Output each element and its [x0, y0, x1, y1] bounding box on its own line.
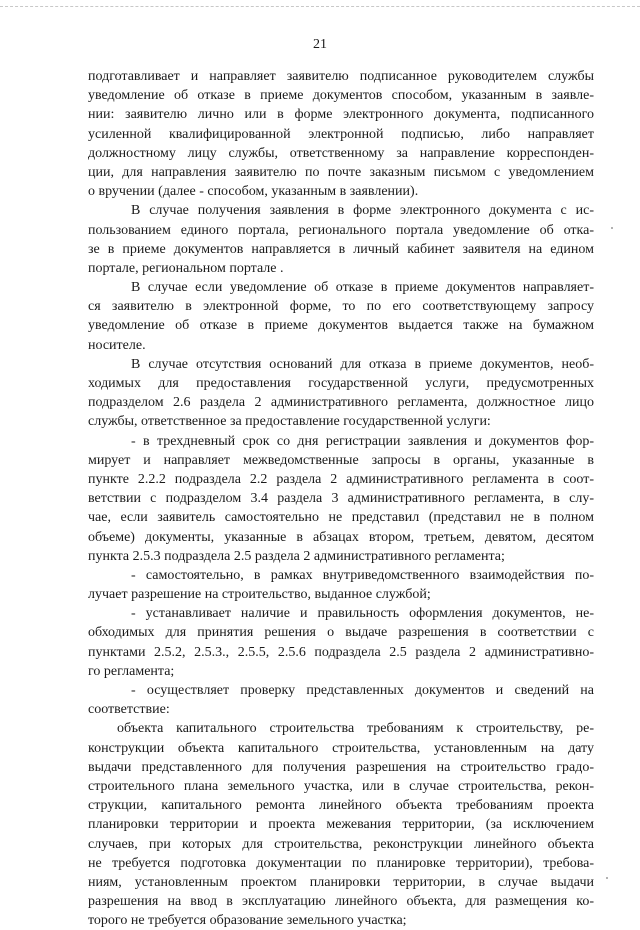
text-line: случаев, при которых для строительства, реконструкции линейного объекта — [88, 836, 594, 852]
text-line: струкции, капитального ремонта линейного объекта требованиям проекта — [88, 798, 594, 814]
text-line: мирует и направляет межведомственные запросы в органы, указанные в — [88, 452, 594, 468]
page-number: 21 — [313, 37, 327, 52]
document-body — [88, 67, 594, 930]
text-line: - осуществляет проверку представленных документов и сведений на — [131, 683, 594, 698]
text-line: разрешения на ввод в эксплуатацию линейного объекта, для размещения ко- — [88, 894, 594, 910]
text-line: обходимых для принятия решения о выдаче разрешения в соответствии с — [88, 625, 594, 641]
text-line: планировки территории и проекта межевания территории, (за исключением — [88, 817, 594, 833]
text-line: усиленной квалифицированной электронной подписью, либо направляет — [88, 126, 594, 142]
text-line: - самостоятельно, в рамках внутриведомственного взаимодействия по- — [131, 567, 594, 583]
text-line: объеме) документы, указанные в абзацах втором, третьем, девятом, десятом — [88, 529, 594, 545]
text-line: объекта капитального строительства требованиям к строительству, ре- — [117, 721, 594, 737]
text-line: ветствии с подразделом 3.4 раздела 3 административного регламента, в слу- — [88, 491, 594, 507]
text-line: подготавливает и направляет заявителю подписанное руководителем службы — [88, 69, 594, 84]
text-line: В случае получения заявления в форме электронного документа с ис- — [131, 203, 594, 219]
text-line: лучает разрешение на строительство, выданное службой; — [88, 587, 431, 603]
text-line: го регламента; — [88, 663, 175, 679]
text-line: ниям, установленным проектом планировки территории, в случае выдачи — [88, 874, 594, 890]
text-line: должностному лицу службы, ответственному за направление корреспонден- — [88, 145, 594, 161]
text-line: пунктами 2.5.2, 2.5.3., 2.5.5, 2.5.6 подраздела 2.5 раздела 2 административно- — [88, 644, 594, 660]
text-line: ции, для направления заявителю по почте заказным письмом с уведомлением — [88, 164, 594, 180]
text-line: - в трехдневный срок со дня регистрации заявления и документов фор- — [131, 433, 594, 449]
text-line: о вручении (далее - способом, указанным в заявлении). — [88, 184, 419, 200]
text-line: службы, ответственное за предоставление государственной услуги: — [88, 414, 491, 430]
text-line: В случае если уведомление об отказе в приеме документов направляет- — [131, 280, 594, 296]
text-line: чае, если заявитель самостоятельно не представил (представил не в полном — [88, 510, 594, 526]
text-line: пункта 2.5.3 подраздела 2.5 раздела 2 административного регламента; — [88, 548, 505, 564]
text-line: портале, региональном портале . — [88, 260, 284, 276]
text-line: В случае отсутствия оснований для отказа в приеме документов, необ- — [131, 356, 594, 372]
text-line: подразделом 2.6 раздела 2 административного регламента, должностное лицо — [88, 395, 594, 411]
text-line: уведомление об отказе в приеме документов выдается также на бумажном — [88, 318, 594, 334]
text-line: соответствие: — [88, 702, 170, 718]
text-line: выдачи представленного для получения разрешения на строительство градо- — [88, 759, 594, 775]
scan-speck — [611, 227, 613, 229]
text-line: - устанавливает наличие и правильность оформления документов, не- — [131, 606, 594, 622]
text-line: не требуется подготовка документации по планировке территории), требова- — [88, 855, 594, 871]
text-line: пользованием единого портала, регионального портала уведомление об отка- — [88, 222, 594, 238]
text-line: торого не требуется образование земельного участка; — [88, 913, 407, 929]
text-line: строительного плана земельного участка, или в случае строительства, рекон- — [88, 778, 594, 794]
text-line: ходимых для предоставления государственной услуги, предусмотренных — [88, 376, 594, 391]
text-line: конструкции объекта капитального строительства, установленным на дату — [88, 740, 594, 756]
text-line: зе в приеме документов направляется в личный кабинет заявителя на едином — [88, 241, 594, 257]
text-line: нии: заявителю лично или в форме электронного документа, подписанного — [88, 107, 594, 123]
scan-speck — [606, 877, 608, 879]
scan-top-edge — [0, 6, 640, 7]
text-line: ся заявителю в электронной форме, то по его соответствующему запросу — [88, 299, 594, 315]
text-line: пункте 2.2.2 подраздела 2.2 раздела 2 административного регламента в соот- — [88, 471, 594, 487]
text-line: носителе. — [88, 337, 146, 353]
text-line: уведомление об отказе в приеме документов способом, указанным в заявле- — [88, 88, 594, 104]
